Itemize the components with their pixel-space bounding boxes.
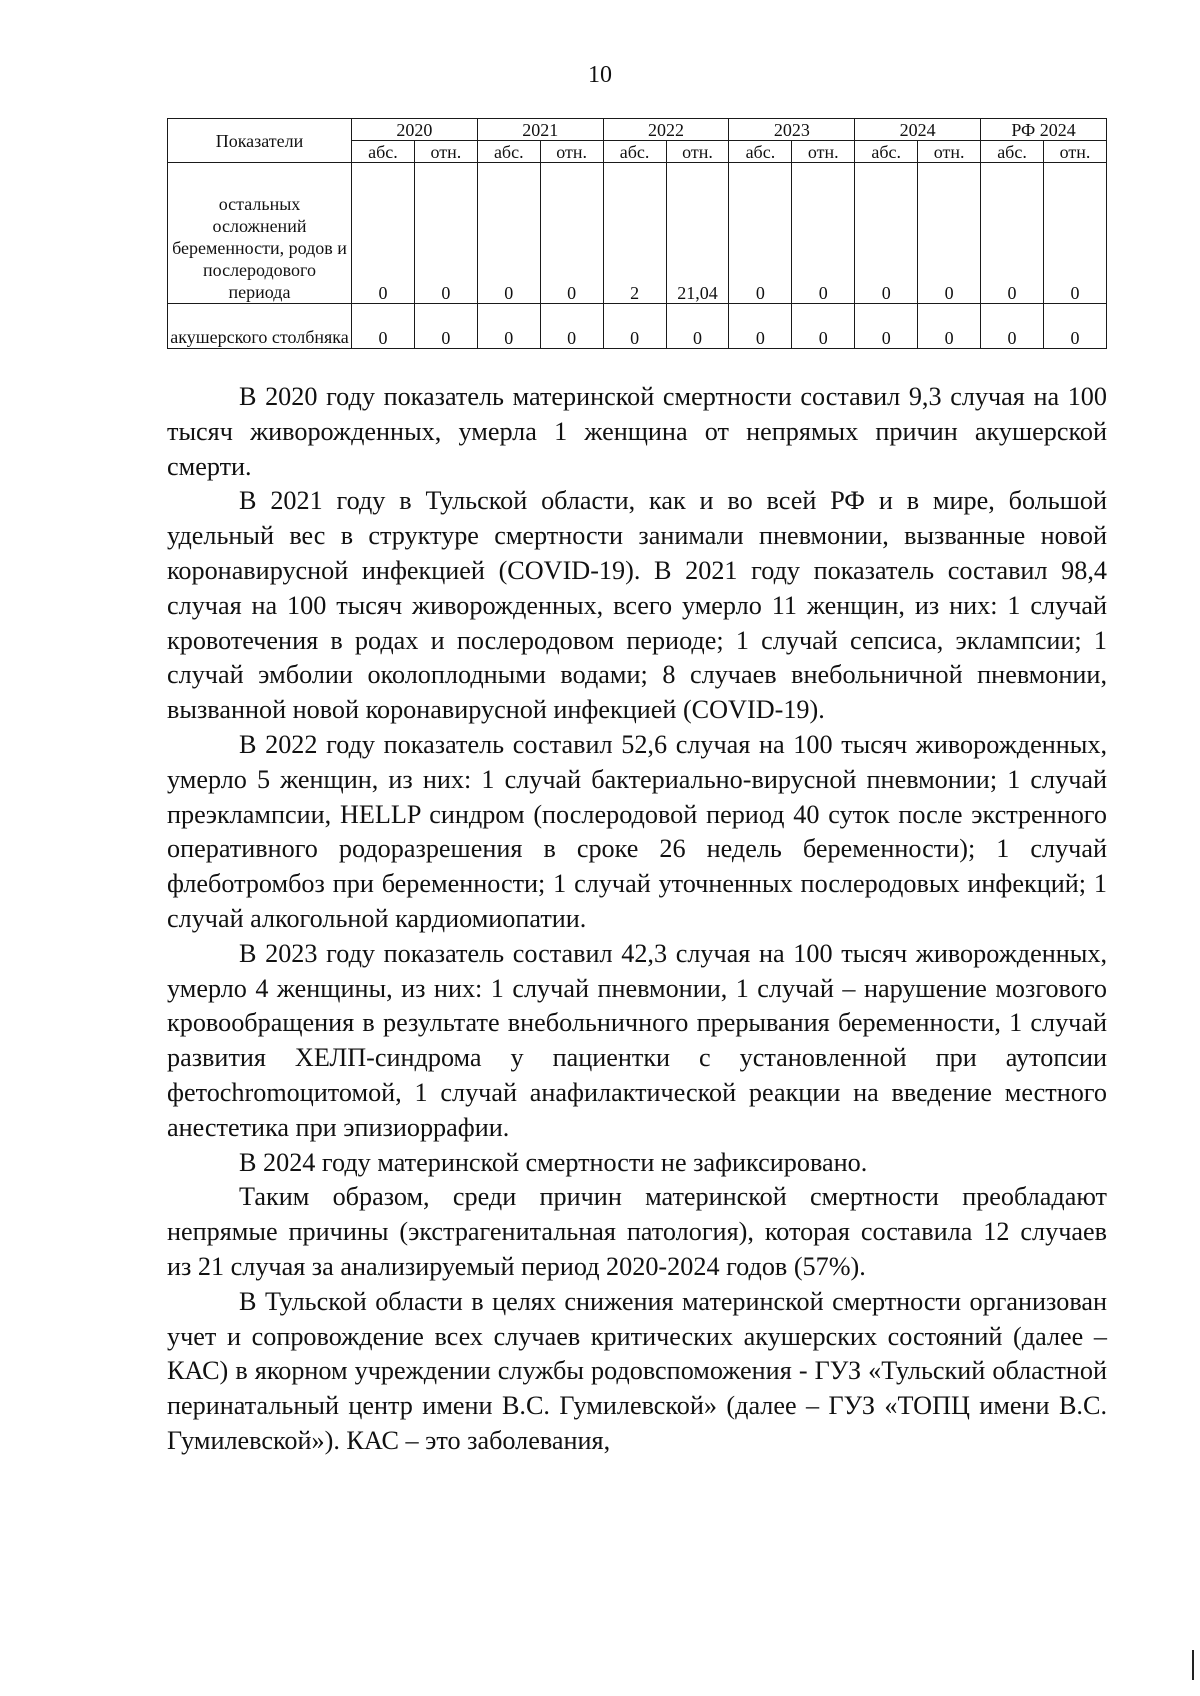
table-cell: 0 — [477, 163, 540, 304]
rel-header: отн. — [540, 141, 603, 163]
table-cell: 0 — [352, 163, 415, 304]
table-cell: 0 — [981, 163, 1044, 304]
table-cell: 0 — [729, 304, 792, 349]
table-cell: 0 — [1043, 163, 1106, 304]
table-cell: 0 — [792, 163, 855, 304]
abs-header: абс. — [981, 141, 1044, 163]
abs-header: абс. — [352, 141, 415, 163]
row-label: остальных осложнений беременности, родов и послеродового периода — [168, 163, 352, 304]
table-cell: 2 — [603, 163, 666, 304]
table-row — [168, 163, 1107, 304]
table-cell: 0 — [352, 304, 415, 349]
table-cell: 21,04 — [666, 163, 729, 304]
year-header: 2020 — [352, 119, 478, 141]
year-header: 2021 — [477, 119, 603, 141]
table-cell: 0 — [477, 304, 540, 349]
rel-header: отн. — [1043, 141, 1106, 163]
table-cell: 0 — [540, 304, 603, 349]
abs-header: абс. — [603, 141, 666, 163]
paragraph-2022: В 2022 году показатель составил 52,6 случая на 100 тысяч живорожденных, умерло 5 женщин, из них: 1 случай бактериально-вирусной пневмонии; 1 случай преэклампсии, HELLP синдром (послеродовой период 40 суток после экстренного оперативного родоразрешения в сроке 26 недель беременности); 1 случай флеботромбоз при беременности; 1 случай уточненных послеродовых инфекций; 1 случай алкогольной кардиомиопатии. — [167, 729, 1107, 933]
page-number: 10 — [588, 62, 612, 88]
table-cell: 0 — [918, 304, 981, 349]
year-header: РФ 2024 — [981, 119, 1107, 141]
rel-header: отн. — [792, 141, 855, 163]
abs-header: абс. — [729, 141, 792, 163]
table-cell: 0 — [414, 163, 477, 304]
year-header: 2024 — [855, 119, 981, 141]
row-label: акушерского столбняка — [168, 304, 352, 349]
table-cell: 0 — [792, 304, 855, 349]
rel-header: отн. — [414, 141, 477, 163]
table-cell: 0 — [1043, 304, 1106, 349]
table-cell: 0 — [540, 163, 603, 304]
table-cell: 0 — [981, 304, 1044, 349]
table-cell: 0 — [414, 304, 477, 349]
statistics-table — [167, 118, 1107, 349]
rel-header: отн. — [666, 141, 729, 163]
scan-edge-mark — [1192, 1650, 1194, 1680]
paragraph-2021: В 2021 году в Тульской области, как и во всей РФ и в мире, большой удельный вес в структуре смертности занимали пневмонии, вызванные новой коронавирусной инфекцией (COVID-19). В 2021 году показатель составил 98,4 случая на 100 тысяч живорожденных, всего умерло 11 женщин, из них: 1 случай кровотечения в родах и послеродовом периоде; 1 случай сепсиса, эклампсии; 1 случай эмболии околоплодными водами; 8 случаев внебольничной пневмонии, вызванной новой коронавирусной инфекцией (COVID-19). — [167, 486, 1107, 725]
paragraph-2024: В 2024 году материнской смертности не зафиксировано. — [239, 1147, 868, 1177]
table-header-row-years — [168, 119, 1107, 141]
abs-header: абс. — [855, 141, 918, 163]
table-cell: 0 — [855, 304, 918, 349]
body-text — [167, 380, 1107, 1459]
paragraph-2023: В 2023 году показатель составил 42,3 случая на 100 тысяч живорожденных, умерло 4 женщины, из них: 1 случай пневмонии, 1 случай – нарушение мозгового кровообращения в результате внебольничного прерывания беременности, 1 случай развития ХЕЛП-синдрома у пациентки с установленной при аутопсии фетоchromoцитомой, 1 случай анафилактической реакции на введение местного анестетика при эпизиоррафии. — [167, 938, 1107, 1142]
rel-header: отн. — [918, 141, 981, 163]
table-cell: 0 — [918, 163, 981, 304]
table-cell: 0 — [855, 163, 918, 304]
table-cell: 0 — [603, 304, 666, 349]
indicator-header: Показатели — [168, 119, 352, 163]
paragraph-kas: В Тульской области в целях снижения материнской смертности организован учет и сопровождение всех случаев критических акушерских состояний (далее – КАС) в якорном учреждении службы родовспоможения - ГУЗ «Тульский областной перинатальный центр имени В.С. Гумилевской» (далее – ГУЗ «ТОПЦ имени В.С. Гумилевской»). КАС – это заболевания, — [167, 1286, 1107, 1455]
table-cell: 0 — [666, 304, 729, 349]
year-header: 2022 — [603, 119, 729, 141]
paragraph-summary: Таким образом, среди причин материнской смертности преобладают непрямые причины (экстрагенитальная патология), которая составила 12 случаев из 21 случая за анализируемый период 2020-2024 годов (57%). — [167, 1182, 1107, 1281]
year-header: 2023 — [729, 119, 855, 141]
paragraph-2020: В 2020 году показатель материнской смертности составил 9,3 случая на 100 тысяч живорожденных, умерла 1 женщина от непрямых причин акушерской смерти. — [167, 382, 1107, 481]
abs-header: абс. — [477, 141, 540, 163]
table-row — [168, 304, 1107, 349]
table-cell: 0 — [729, 163, 792, 304]
